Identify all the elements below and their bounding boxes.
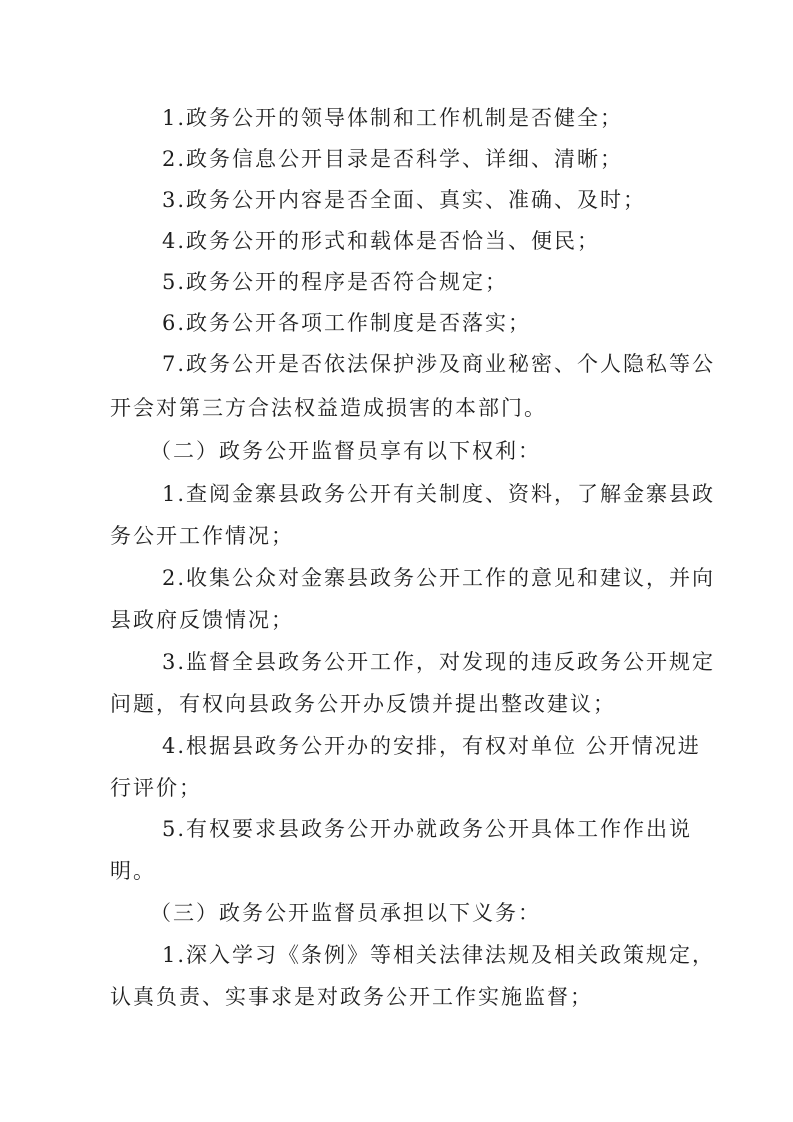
list-item: 5.有权要求县政务公开办就政务公开具体工作作出说 xyxy=(162,817,693,841)
list-item-continuation: 认真负责、实事求是对政务公开工作实施监督； xyxy=(110,985,593,1009)
list-item: 1.查阅金寨县政务公开有关制度、资料，了解金寨县政 xyxy=(162,482,716,506)
list-item: 1.政务公开的领导体制和工作机制是否健全； xyxy=(162,106,624,130)
list-item-continuation: 县政府反馈情况； xyxy=(110,608,294,632)
list-item-continuation: 问题，有权向县政务公开办反馈并提出整改建议； xyxy=(110,692,616,716)
list-item-continuation: 务公开工作情况； xyxy=(110,524,294,548)
list-item: 4.根据县政务公开办的安排，有权对单位 公开情况进 xyxy=(162,734,701,758)
list-item: 7.政务公开是否依法保护涉及商业秘密、个人隐私等公 xyxy=(162,352,716,376)
list-item-continuation: 行评价； xyxy=(110,776,202,800)
list-item: 2.收集公众对金寨县政务公开工作的意见和建议，并向 xyxy=(162,566,716,590)
list-item: 6.政务公开各项工作制度是否落实； xyxy=(162,311,532,335)
rights-heading: （二）政务公开监督员享有以下权利： xyxy=(150,439,541,463)
list-item-continuation: 开会对第三方合法权益造成损害的本部门。 xyxy=(110,396,547,420)
list-item: 2.政务信息公开目录是否科学、详细、清晰； xyxy=(162,147,624,171)
list-item: 4.政务公开的形式和载体是否恰当、便民； xyxy=(162,229,601,253)
list-item-continuation: 明。 xyxy=(110,859,156,883)
list-item: 5.政务公开的程序是否符合规定； xyxy=(162,270,509,294)
duties-heading: （三）政务公开监督员承担以下义务： xyxy=(150,901,541,925)
list-item: 3.政务公开内容是否全面、真实、准确、及时； xyxy=(162,188,647,212)
list-item: 1.深入学习《条例》等相关法律法规及相关政策规定， xyxy=(162,943,716,967)
list-item: 3.监督全县政务公开工作，对发现的违反政务公开规定 xyxy=(162,650,716,674)
